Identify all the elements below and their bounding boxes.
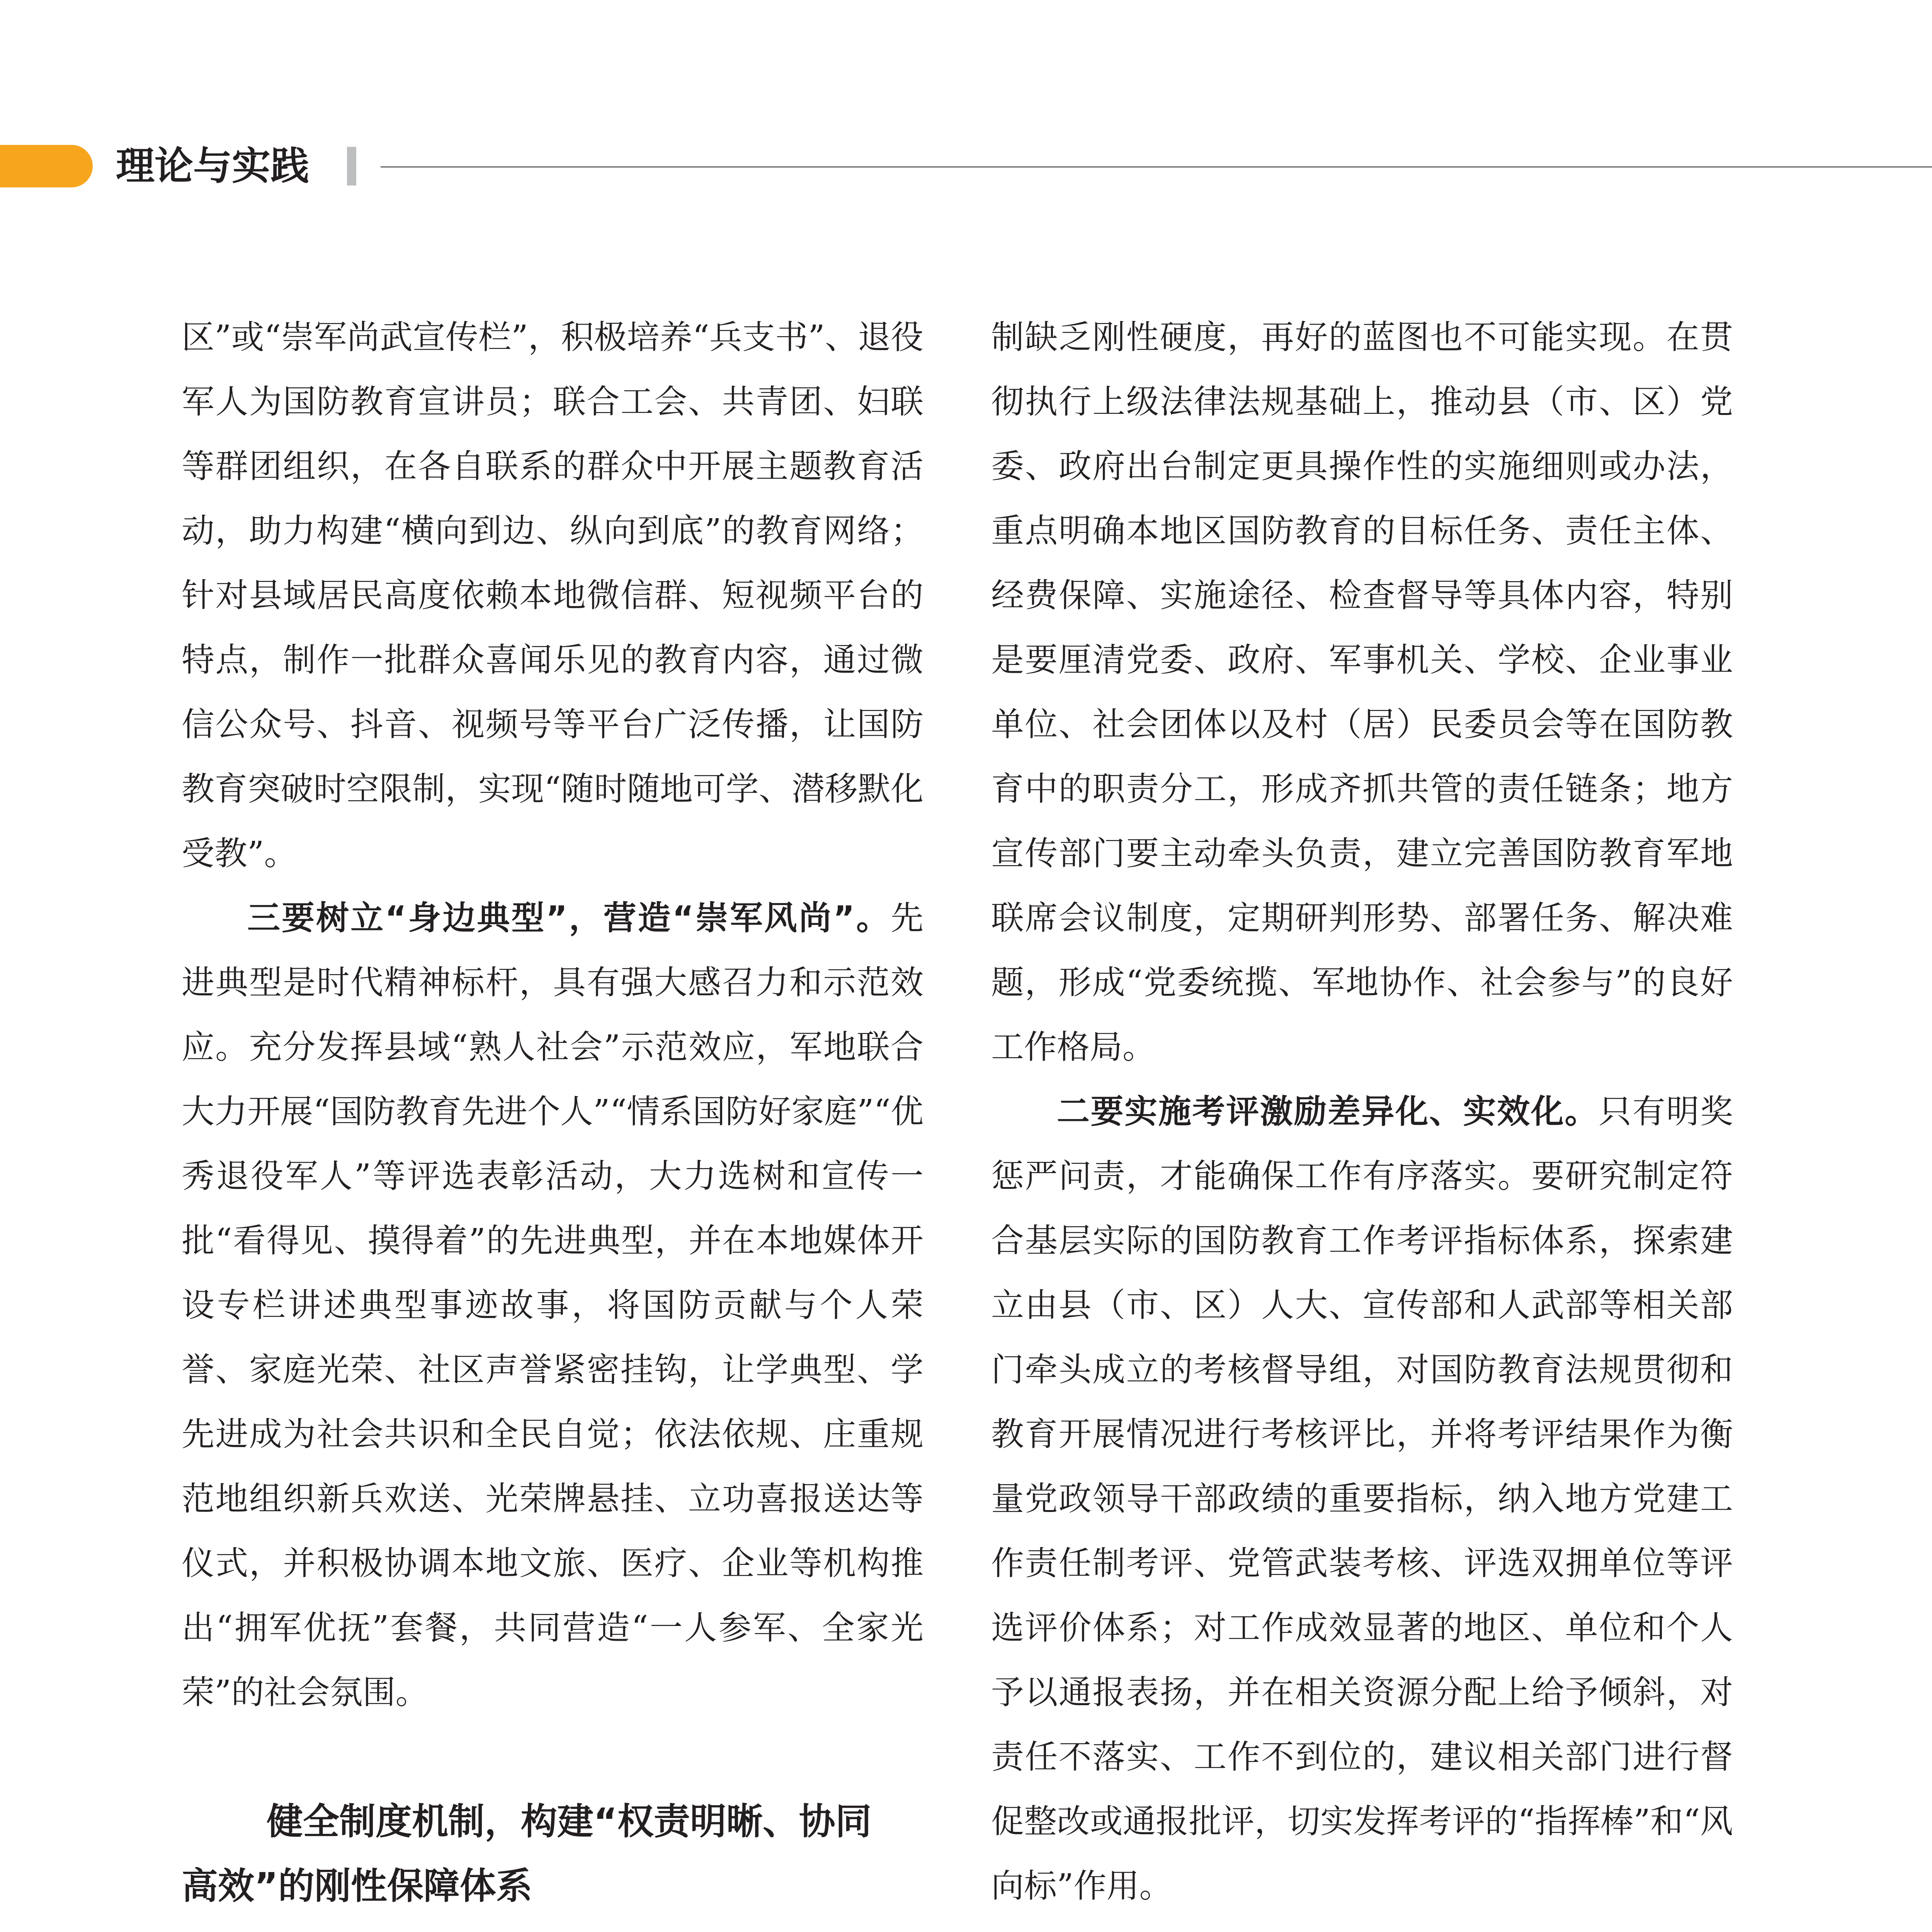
section-heading-line1: 健全制度机制，构建“权责明晰、协同: [267, 1801, 872, 1843]
paragraph: 区”或“崇军尚武宣传栏”，积极培养“兵支书”、退役军人为国防教育宣讲员；联合工会、共青团、妇联等群团组织，在各自联系的群众中开展主题教育活动，助力构建“横向到边、纵向到底”的教育网络；针对县域居民高度依赖本地微信群、短视频平台的特点，制作一批群众喜闻乐见的教育内容，通过微信公众号、抖音、视频号等平台广泛传播，让国防教育突破时空限制，实现“随时随地可学、潜移默化受教”。: [182, 318, 923, 873]
header-rule-line: [381, 166, 1932, 168]
section-heading-line2: 高效”的刚性保障体系: [182, 1865, 532, 1907]
section-heading: [182, 1789, 923, 1918]
paragraph-lead: 三要树立“身边典型”，营造“崇军风尚”。: [247, 899, 891, 937]
section-title: 理论与实践: [116, 143, 309, 189]
paragraph: [991, 1918, 1733, 1932]
paragraph-body: 只有明奖惩严问责，才能确保工作有序落实。要研究制定符合基层实际的国防教育工作考评指标体系，探索建立由县（市、区）人大、宣传部和人武部等相关部门牵头成立的考核督导组，对国防教育法规贯彻和教育开展情况进行考核评比，并将考评结果作为衡量党政领导干部政绩的重要指标，纳入地方党建工作责任制考评、党管武装考核、评选双拥单位等评选评价体系；对工作成效显著的地区、单位和个人予以通报表扬，并在相关资源分配上给予倾斜，对责任不落实、工作不到位的，建议相关部门进行督促整改或通报批评，切实发挥考评的“指挥棒”和“风向标”作用。: [991, 1093, 1733, 1905]
paragraph-lead: 二要实施考评激励差异化、实效化。: [1057, 1093, 1599, 1131]
paragraph: [991, 1080, 1733, 1918]
left-column: [182, 305, 923, 1932]
header-divider-bar: [347, 147, 356, 185]
paragraph-body: 先进典型是时代精神标杆，具有强大感召力和示范效应。充分发挥县域“熟人社会”示范效应，军地联合大力开展“国防教育先进个人”“情系国防好家庭”“优秀退役军人”等评选表彰活动，大力选树和宣传一批“看得见、摸得着”的先进典型，并在本地媒体开设专栏讲述典型事迹故事，将国防贡献与个人荣誉、家庭光荣、社区声誉紧密挂钩，让学典型、学先进成为社会共识和全民自觉；依法依规、庄重规范地组织新兵欢送、光荣牌悬挂、立功喜报送达等仪式，并积极协调本地文旅、医疗、企业等机构推出“拥军优抚”套餐，共同营造“一人参军、全家光荣”的社会氛围。: [182, 899, 923, 1712]
header-accent-tab: [0, 145, 93, 187]
right-column: [991, 305, 1733, 1932]
paragraph: 制缺乏刚性硬度，再好的蓝图也不可能实现。在贯彻执行上级法律法规基础上，推动县（市、区）党委、政府出台制定更具操作性的实施细则或办法，重点明确本地区国防教育的目标任务、责任主体、经费保障、实施途径、检查督导等具体内容，特别是要厘清党委、政府、军事机关、学校、企业事业单位、社会团体以及村（居）民委员会等在国防教育中的职责分工，形成齐抓共管的责任链条；地方宣传部门要主动牵头负责，建立完善国防教育军地联席会议制度，定期研判形势、部署任务、解决难题，形成“党委统揽、军地协作、社会参与”的良好工作格局。: [991, 318, 1733, 1066]
paragraph: [182, 886, 923, 1725]
